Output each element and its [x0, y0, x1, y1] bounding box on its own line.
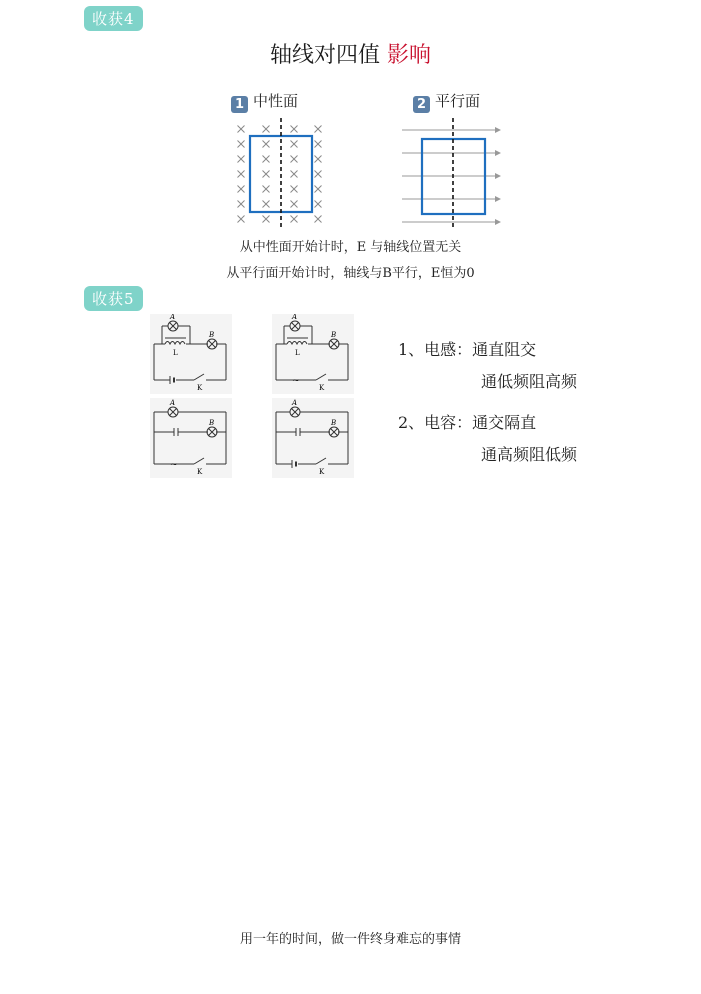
switch-label: K: [197, 384, 203, 392]
lamp-a-label: A: [170, 399, 176, 407]
section-tag-5: 收获5: [84, 286, 143, 311]
lamp-b-label: B: [209, 331, 215, 339]
title-main: 轴线对四值: [269, 43, 380, 68]
inductor-label: L: [173, 349, 178, 357]
neutral-plane-diagram: [232, 118, 332, 228]
rule-capacitor-2: 通高频阻低频: [481, 445, 578, 464]
rule-inductor-1: 1、电感：通直阻交: [398, 340, 537, 359]
lamp-a-label: A: [292, 314, 298, 321]
rule-inductor-2: 通低频阻高频: [481, 372, 578, 391]
switch-label: K: [319, 384, 325, 392]
page-title: [0, 38, 701, 69]
title-highlight: 影响: [387, 43, 432, 68]
switch-label: K: [319, 468, 325, 476]
footer-slogan: 用一年的时间，做一件终身难忘的事情: [239, 932, 461, 947]
lamp-b-label: B: [331, 331, 337, 339]
lamp-b-label: B: [209, 419, 215, 427]
figure-2-label: [413, 90, 480, 113]
switch-label: K: [197, 468, 203, 476]
circuit-inductor-dc: [150, 314, 232, 394]
parallel-plane-diagram: [400, 118, 504, 228]
figure-1-text: 中性面: [253, 92, 299, 110]
circuit-inductor-ac: [272, 314, 354, 394]
ac-source-label: ~: [292, 376, 300, 386]
note-neutral-plane: 从中性面开始计时，E 与轴线位置无关: [239, 240, 462, 255]
figure-2-number: 2: [413, 96, 430, 113]
lamp-b-label: B: [331, 419, 337, 427]
figure-2-text: 平行面: [435, 92, 481, 110]
figure-1-number: 1: [231, 96, 248, 113]
section-tag-4: 收获4: [84, 6, 143, 31]
figure-1-label: [231, 90, 298, 113]
lamp-a-label: A: [292, 399, 298, 407]
note-parallel-plane: 从平行面开始计时，轴线与B平行，E恒为0: [226, 266, 475, 281]
inductor-label: L: [295, 349, 300, 357]
lamp-a-label: A: [170, 314, 176, 321]
circuit-capacitor-ac: [150, 398, 232, 478]
circuit-capacitor-dc: [272, 398, 354, 478]
rule-capacitor-1: 2、电容：通交隔直: [398, 413, 537, 432]
ac-source-label: ~: [170, 460, 178, 470]
